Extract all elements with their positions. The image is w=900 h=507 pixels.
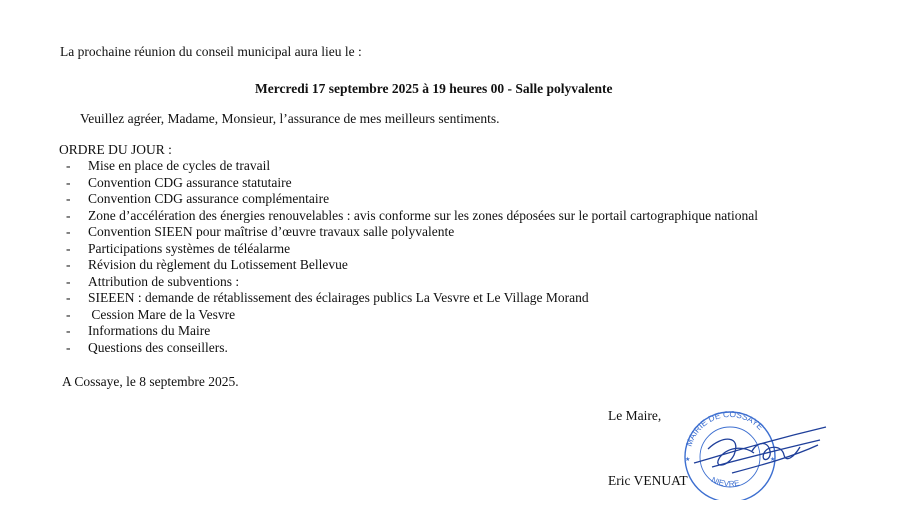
bullet-dash: - bbox=[66, 257, 71, 272]
bullet-dash: - bbox=[66, 323, 71, 338]
agenda-item-label: SIEEEN : demande de rétablissement des éclairages publics La Vesvre et Le Village Morand bbox=[88, 290, 589, 305]
meeting-details: Mercredi 17 septembre 2025 à 19 heures 00 - Salle polyvalente bbox=[255, 81, 613, 96]
agenda-item bbox=[66, 290, 758, 307]
intro-text: La prochaine réunion du conseil municipal aura lieu le : bbox=[60, 44, 362, 59]
agenda-item bbox=[66, 257, 758, 274]
bullet-dash: - bbox=[66, 339, 71, 355]
bullet-dash: - bbox=[66, 240, 71, 256]
signer-name: Eric VENUAT bbox=[608, 473, 688, 488]
agenda-item-label: Révision du règlement du Lotissement Bellevue bbox=[88, 257, 348, 272]
mayor-stamp-signature bbox=[672, 405, 832, 500]
agenda-item-label: Zone d’accélération des énergies renouvelables : avis conforme sur les zones déposées sur le portail cartographique national bbox=[88, 207, 758, 223]
agenda-item-label: Participations systèmes de téléalarme bbox=[88, 240, 291, 256]
bullet-dash: - bbox=[66, 306, 71, 322]
bullet-dash: - bbox=[66, 224, 71, 239]
agenda-item bbox=[66, 175, 758, 192]
agenda-item-label: Cession Mare de la Vesvre bbox=[88, 306, 236, 322]
agenda-item bbox=[66, 241, 758, 258]
bullet-dash: - bbox=[66, 290, 71, 305]
stamp-star-icon: ★ bbox=[770, 457, 776, 463]
agenda-item bbox=[66, 191, 758, 208]
stamp-star-icon: ★ bbox=[685, 457, 691, 463]
agenda-item-label: Attribution de subventions : bbox=[88, 273, 240, 289]
agenda-item bbox=[66, 307, 758, 324]
agenda-item bbox=[66, 340, 758, 357]
bullet-dash: - bbox=[66, 191, 71, 206]
agenda-item-label: Convention CDG assurance statutaire bbox=[88, 174, 292, 190]
agenda-item bbox=[66, 224, 758, 241]
bullet-dash: - bbox=[66, 158, 71, 173]
agenda-item-label: Questions des conseillers. bbox=[88, 339, 228, 355]
signer-title: Le Maire, bbox=[608, 408, 662, 423]
agenda-item-label: Informations du Maire bbox=[88, 323, 211, 338]
stamp-text-bottom: NIEVRE bbox=[710, 475, 741, 489]
place-date: A Cossaye, le 8 septembre 2025. bbox=[62, 374, 239, 389]
agenda-title: ORDRE DU JOUR : bbox=[59, 142, 172, 157]
greeting-text: Veuillez agréer, Madame, Monsieur, l’assurance de mes meilleurs sentiments. bbox=[80, 111, 500, 126]
stamp-text-top: MAIRIE DE COSSAYE bbox=[683, 408, 766, 448]
bullet-dash: - bbox=[66, 174, 71, 190]
agenda-list bbox=[66, 158, 758, 356]
bullet-dash: - bbox=[66, 207, 71, 223]
bullet-dash: - bbox=[66, 273, 71, 289]
agenda-item-label: Mise en place de cycles de travail bbox=[88, 158, 271, 173]
agenda-item bbox=[66, 274, 758, 291]
agenda-item bbox=[66, 158, 758, 175]
agenda-item-label: Convention SIEEN pour maîtrise d’œuvre travaux salle polyvalente bbox=[88, 224, 455, 239]
agenda-item bbox=[66, 323, 758, 340]
handwritten-signature bbox=[694, 427, 826, 473]
agenda-item-label: Convention CDG assurance complémentaire bbox=[88, 191, 330, 206]
agenda-item bbox=[66, 208, 758, 225]
